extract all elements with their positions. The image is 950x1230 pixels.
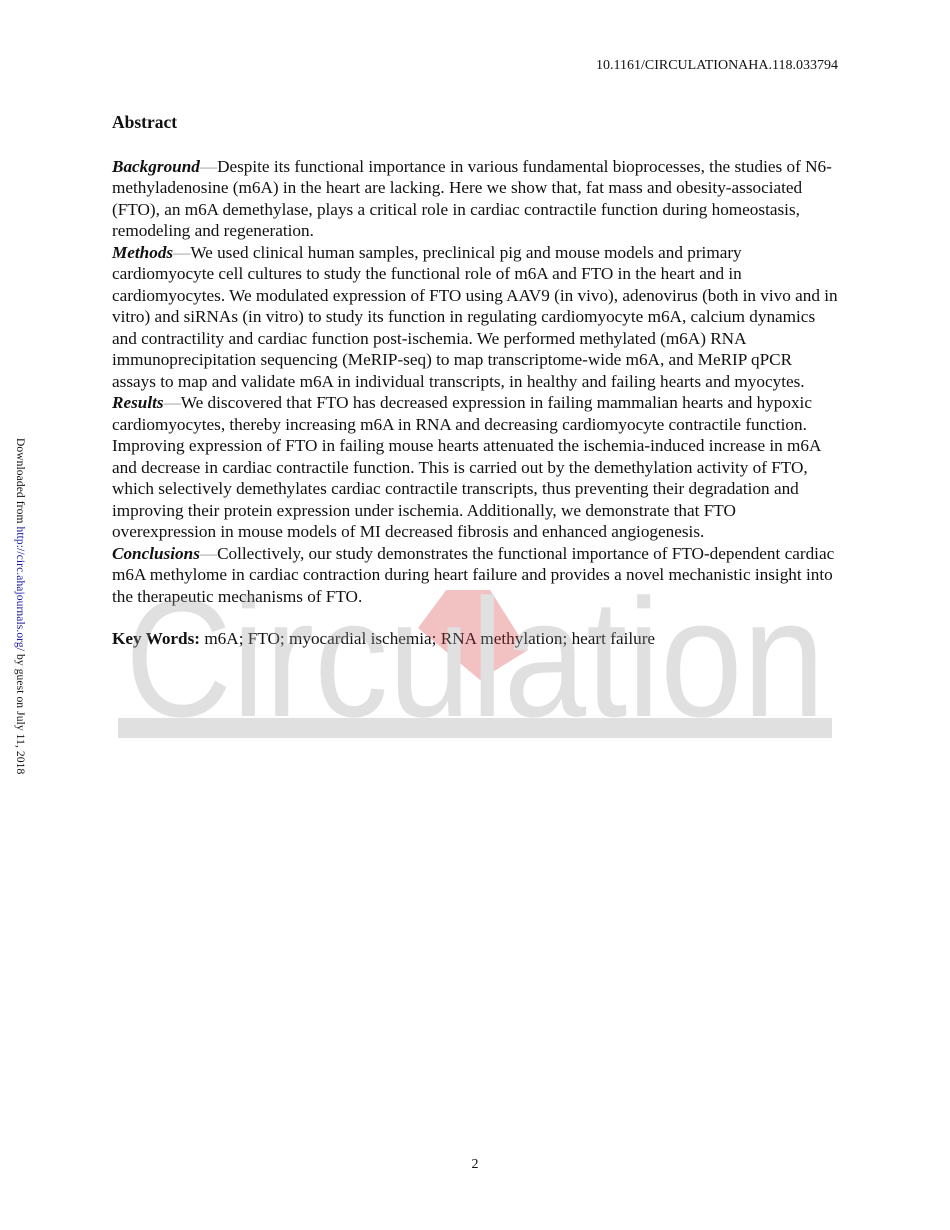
- download-note-suffix: by guest on July 11, 2018: [14, 651, 26, 775]
- conclusions-section: [112, 543, 840, 608]
- keywords: [112, 628, 840, 650]
- methods-section: [112, 242, 840, 393]
- abstract-heading: Abstract: [112, 112, 178, 132]
- watermark-text: Circulation: [125, 590, 825, 738]
- background-section: [112, 156, 840, 242]
- background-label: Background: [112, 156, 200, 176]
- methods-text: We used clinical human samples, preclinical pig and mouse models and primary cardiomyocyte cell cultures to study the functional role of m6A and FTO in the heart and in cardiomyocytes. We modulated expression of FTO using AAV9 (in vivo), adenovirus (both in vivo and in vitro) and siRNAs (in vitro) to study its function in regulating cardiomyocyte m6A, calcium dynamics and contractility and cardiac function post-ischemia. We performed methylated (m6A) RNA immunoprecipitation sequencing (MeRIP-seq) to map transcriptome-wide m6A, and MeRIP qPCR assays to map and validate m6A in individual transcripts, in healthy and failing hearts and myocytes.: [112, 242, 838, 391]
- results-section: [112, 392, 840, 543]
- section-dash: —: [199, 543, 218, 563]
- download-note-prefix: Downloaded from: [14, 438, 26, 527]
- journal-link[interactable]: http://circ.ahajournals.org/: [14, 526, 26, 652]
- methods-label: Methods: [112, 242, 174, 262]
- conclusions-label: Conclusions: [112, 543, 200, 563]
- conclusions-text: Collectively, our study demonstrates the functional importance of FTO-dependent cardiac m6A methylome in cardiac contraction during heart failure and provides a novel mechanistic insight into the therapeutic mechanisms of FTO.: [112, 543, 835, 606]
- section-dash: —: [173, 242, 191, 262]
- keywords-text: m6A; FTO; myocardial ischemia; RNA methylation; heart failure: [200, 629, 656, 648]
- page-number: 2: [471, 1157, 479, 1172]
- section-dash: —: [199, 156, 218, 176]
- results-label: Results: [112, 393, 164, 412]
- doi-header: 10.1161/CIRCULATIONAHA.118.033794: [595, 58, 838, 73]
- results-text: We discovered that FTO has decreased expression in failing mammalian hearts and hypoxic cardiomyocytes, thereby increasing m6A in RNA and decreasing cardiomyocyte contractile function. Improving expression of FTO in failing mouse hearts attenuated the ischemia-induced increase in m6A and decrease in cardiac contractile function. This is carried out by the demethylation activity of FTO, which selectively demethylates cardiac contractile transcripts, thus preventing their degradation and improving their protein expression under ischemia. Additionally, we demonstrate that FTO overexpression in mouse models of MI decreased fibrosis and enhanced angiogenesis.: [112, 393, 821, 541]
- keywords-label: Key Words:: [112, 629, 201, 648]
- download-note: [14, 438, 26, 774]
- watermark-base-bar: [118, 718, 832, 738]
- section-dash: —: [163, 393, 181, 412]
- background-text: Despite its functional importance in various fundamental bioprocesses, the studies of N6-methyladenosine (m6A) in the heart are lacking. Here we show that, fat mass and obesity-associated (FTO), an m6A demethylase, plays a critical role in cardiac contractile function during homeostasis, remodeling and regeneration.: [112, 156, 832, 240]
- abstract-content: [112, 112, 840, 650]
